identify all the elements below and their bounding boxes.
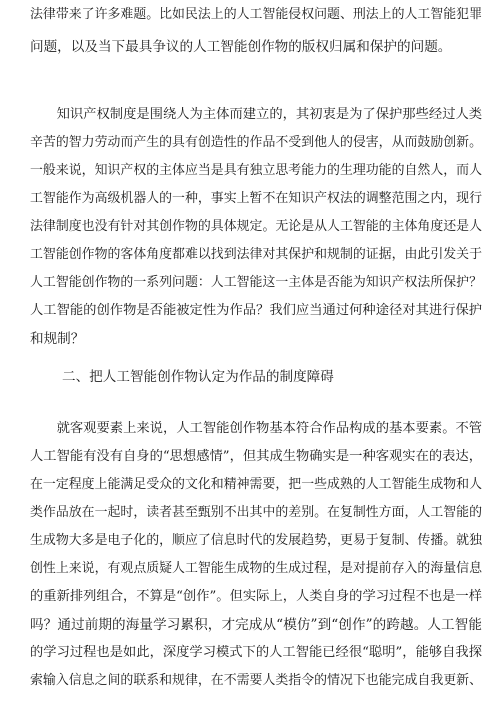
text-line: 在一定程度上能满足受众的文化和精神需要，把一些成熟的人工智能生成物和人: [30, 477, 482, 492]
text-line: 类作品放在一起时，读者甚至甄别不出其中的差别。在复制性方面，人工智能的: [30, 505, 482, 520]
text-line: 的学习过程也是如此，深度学习模式下的人工智能已经很“聪明”，能够自我探: [30, 645, 482, 660]
text-line: 就客观要素上来说，人工智能创作物基本符合作品构成的基本要素。不管: [30, 421, 483, 436]
section-heading: 二、把人工智能创作物认定为作品的制度障碍: [62, 369, 334, 385]
text-line: 人工智能的创作物是否能被定性为作品？我们应当通过何种途径对其进行保护: [30, 303, 483, 318]
text-line: 的重新排列组合，不算是“创作”。但实际上，人类自身的学习过程不也是一样: [30, 589, 482, 604]
text-line: 知识产权制度是围绕人为主体而建立的，其初衷是为了保护那些经过人类: [30, 107, 483, 122]
text-line: 人工智能有没有自身的“思想感情”，但其成生物确实是一种客观实在的表达，: [30, 449, 482, 464]
text-line: 法律带来了许多难题。比如民法上的人工智能侵权问题、刑法上的人工智能犯罪: [30, 7, 482, 22]
text-line: 辛苦的智力劳动而产生的具有创造性的作品不受到他人的侵害，从而鼓励创新。: [30, 135, 482, 150]
text-line: 索输入信息之间的联系和规律，在不需要人类指令的情况下也能完成自我更新、: [30, 673, 482, 688]
text-line: 工智能作为高级机器人的一种，事实上暂不在知识产权法的调整范围之内，现行: [30, 191, 482, 206]
text-line: 法律制度也没有针对其创作物的具体规定。无论是从人工智能的主体角度还是人: [30, 219, 482, 234]
text-line: 人工智能创作物的一系列问题：人工智能这一主体是否能为知识产权法所保护？: [30, 275, 482, 290]
text-line: 和规制？: [30, 331, 85, 347]
text-line: 生成物大多是电子化的，顺应了信息时代的发展趋势，更易于复制、传播。就独: [30, 533, 482, 548]
text-line: 创性上来说，有观点质疑人工智能生成物的生成过程，是对提前存入的海量信息: [30, 561, 482, 576]
text-line: 一般来说，知识产权的主体应当是具有独立思考能力的生理功能的自然人，而人: [30, 163, 482, 178]
text-line: 吗？通过前期的海量学习累积，才完成从“模仿”到“创作”的跨越。人工智能: [30, 617, 482, 633]
text-line: 问题，以及当下最具争议的人工智能创作物的版权归属和保护的问题。: [30, 39, 452, 55]
text-line: 工智能创作物的客体角度都难以找到法律对其保护和规制的证据，由此引发关于: [30, 247, 482, 262]
